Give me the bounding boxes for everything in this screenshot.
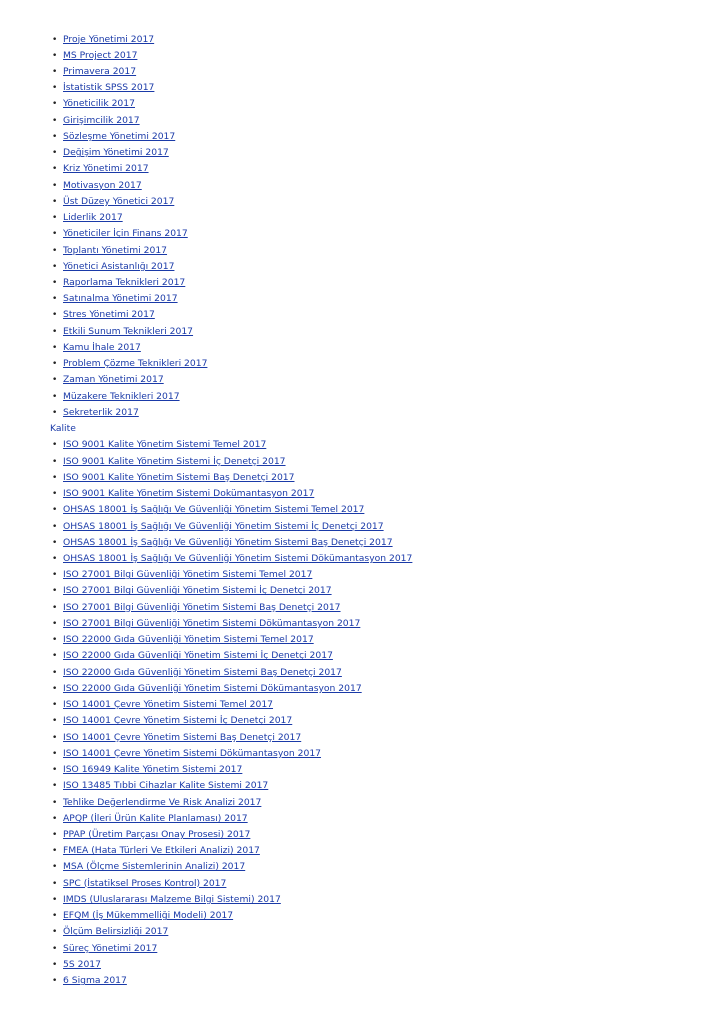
bullet-icon: • [52, 700, 58, 711]
bullet-icon: • [52, 375, 58, 386]
list-item [50, 32, 690, 48]
list-item [50, 519, 690, 535]
course-link[interactable]: Etkili Sunum Teknikleri 2017 [63, 325, 194, 337]
list-item [50, 405, 690, 421]
bullet-icon: • [52, 34, 58, 45]
course-link[interactable]: ISO 9001 Kalite Yönetim Sistemi Dokümantasyon 2017 [63, 488, 315, 500]
course-link[interactable]: İstatistik SPSS 2017 [63, 82, 155, 94]
list-item [50, 454, 690, 470]
course-link[interactable]: OHSAS 18001 İş Sağlığı Ve Güvenliği Yönetim Sistemi Dökümantasyon 2017 [63, 553, 413, 564]
list-item [50, 145, 690, 161]
course-link[interactable]: OHSAS 18001 İş Sağlığı Ve Güvenliği Yönetim Sistemi Temel 2017 [63, 504, 365, 516]
list-item [50, 259, 690, 275]
course-link[interactable]: ISO 9001 Kalite Yönetim Sistemi Temel 2017 [63, 439, 267, 451]
course-link[interactable]: Müzakere Teknikleri 2017 [63, 390, 180, 402]
list-item [50, 632, 690, 648]
course-link[interactable]: ISO 27001 Bilgi Güvenliği Yönetim Sistemi Dökümantasyon 2017 [63, 617, 361, 629]
course-link[interactable]: ISO 27001 Bilgi Güvenliği Yönetim Sistemi Temel 2017 [63, 569, 313, 581]
bullet-icon: • [52, 943, 58, 954]
course-link[interactable]: ISO 16949 Kalite Yönetim Sistemi 2017 [63, 764, 243, 776]
bullet-icon: • [52, 846, 58, 857]
list-item [50, 778, 690, 794]
list-item [50, 924, 690, 940]
bullet-icon: • [52, 180, 58, 191]
bullet-icon: • [52, 440, 58, 451]
course-link[interactable]: Raporlama Teknikleri 2017 [63, 277, 186, 289]
bullet-icon: • [52, 342, 58, 353]
list-item [50, 324, 690, 340]
bullet-icon: • [52, 164, 58, 175]
course-link[interactable]: ISO 14001 Çevre Yönetim Sistemi Dökümantasyon 2017 [63, 747, 322, 759]
course-link[interactable]: ISO 14001 Çevre Yönetim Sistemi Baş Denetçi 2017 [63, 731, 302, 743]
list-item [50, 502, 690, 518]
course-link[interactable]: ISO 22000 Gıda Güvenliği Yönetim Sistemi İç Denetçi 2017 [63, 650, 333, 662]
list-item [50, 275, 690, 291]
bullet-icon: • [52, 862, 58, 873]
list-item [50, 600, 690, 616]
course-link[interactable]: Süreç Yönetimi 2017 [63, 942, 158, 954]
course-link[interactable]: Toplantı Yönetimi 2017 [63, 244, 168, 256]
list-item [50, 194, 690, 210]
bullet-icon: • [52, 618, 58, 629]
bullet-icon: • [52, 878, 58, 889]
bullet-icon: • [52, 586, 58, 597]
list-item [50, 583, 690, 599]
course-link[interactable]: ISO 27001 Bilgi Güvenliği Yönetim Sistemi Baş Denetçi 2017 [63, 601, 341, 613]
list-item [50, 665, 690, 681]
bullet-icon: • [52, 781, 58, 792]
course-link[interactable]: ISO 27001 Bilgi Güvenliği Yönetim Sistemi İç Denetçi 2017 [63, 585, 332, 597]
list-item [50, 713, 690, 729]
course-link[interactable]: 6 Sigma 2017 [63, 975, 127, 987]
course-link[interactable]: IMDS (Uluslararası Malzeme Bilgi Sistemi) 2017 [63, 893, 281, 905]
list-item [50, 307, 690, 323]
list-item [50, 827, 690, 843]
list-item [50, 973, 690, 989]
course-link[interactable]: Üst Düzey Yönetici 2017 [63, 195, 175, 207]
course-link[interactable]: EFQM (İş Mükemmelliği Modeli) 2017 [63, 910, 234, 922]
bullet-icon: • [52, 261, 58, 272]
bullet-icon: • [52, 196, 58, 207]
list-item [50, 389, 690, 405]
course-link[interactable]: ISO 13485 Tıbbi Cihazlar Kalite Sistemi 2017 [63, 780, 269, 792]
bullet-icon: • [52, 359, 58, 370]
course-link[interactable]: Motivasyon 2017 [63, 179, 142, 191]
course-link[interactable]: ISO 22000 Gıda Güvenliği Yönetim Sistemi Dökümantasyon 2017 [63, 682, 362, 694]
bullet-icon: • [52, 407, 58, 418]
course-link[interactable]: Primavera 2017 [63, 65, 137, 77]
bullet-icon: • [52, 813, 58, 824]
course-link[interactable]: 5S 2017 [63, 958, 101, 970]
list-item [50, 551, 690, 567]
course-link[interactable]: ISO 14001 Çevre Yönetim Sistemi Temel 2017 [63, 699, 274, 711]
course-link[interactable]: Zaman Yönetimi 2017 [63, 374, 164, 386]
bullet-icon: • [52, 83, 58, 94]
list-item [50, 291, 690, 307]
course-link[interactable]: Kriz Yönetimi 2017 [63, 163, 149, 175]
list-item [50, 210, 690, 226]
bullet-icon: • [52, 489, 58, 500]
course-link[interactable]: Problem Çözme Teknikleri 2017 [63, 358, 208, 370]
course-link[interactable]: SPC (İstatiksel Proses Kontrol) 2017 [63, 877, 227, 889]
list-item [50, 762, 690, 778]
bullet-icon: • [52, 213, 58, 224]
course-link[interactable]: Ölçüm Belirsizliği 2017 [63, 926, 169, 938]
bullet-icon: • [52, 278, 58, 289]
list-item [50, 113, 690, 129]
course-link[interactable]: Girişimcilik 2017 [63, 114, 140, 126]
list-item [50, 648, 690, 664]
bullet-icon: • [52, 50, 58, 61]
course-link[interactable]: Değişim Yönetimi 2017 [63, 147, 169, 159]
bullet-icon: • [52, 911, 58, 922]
course-link[interactable]: MSA (Ölçme Sistemlerinin Analizi) 2017 [63, 861, 246, 873]
bullet-icon: • [52, 472, 58, 483]
course-link[interactable]: Tehlike Değerlendirme Ve Risk Analizi 2017 [63, 796, 262, 808]
bullet-icon: • [52, 537, 58, 548]
bullet-icon: • [52, 554, 58, 564]
list-item [50, 908, 690, 924]
course-link[interactable]: ISO 14001 Çevre Yönetim Sistemi İç Denetçi 2017 [63, 715, 293, 727]
bullet-icon: • [52, 667, 58, 678]
list-item [50, 730, 690, 746]
course-link[interactable]: Sözleşme Yönetimi 2017 [63, 130, 176, 142]
bullet-icon: • [52, 959, 58, 970]
list-item [50, 876, 690, 892]
course-link[interactable]: Kamu İhale 2017 [63, 341, 141, 353]
bullet-icon: • [52, 635, 58, 646]
course-link[interactable]: Sekreterlik 2017 [63, 406, 139, 418]
course-link[interactable]: Stres Yönetimi 2017 [63, 309, 155, 321]
bullet-icon: • [52, 829, 58, 840]
list-item [50, 681, 690, 697]
list-item [50, 243, 690, 259]
bullet-icon: • [52, 570, 58, 581]
bullet-icon: • [52, 683, 58, 694]
course-link[interactable]: ISO 22000 Gıda Güvenliği Yönetim Sistemi Baş Denetçi 2017 [63, 666, 342, 678]
list-item [50, 80, 690, 96]
course-link[interactable]: MS Project 2017 [63, 49, 138, 61]
course-link[interactable]: Satınalma Yönetimi 2017 [63, 293, 178, 305]
list-item [50, 178, 690, 194]
bullet-icon: • [52, 602, 58, 613]
bullet-icon: • [52, 976, 58, 987]
course-list-general [50, 32, 690, 422]
list-item [50, 616, 690, 632]
list-item [50, 746, 690, 762]
bullet-icon: • [52, 716, 58, 727]
course-link[interactable]: Liderlik 2017 [63, 212, 123, 224]
course-link[interactable]: ISO 22000 Gıda Güvenliği Yönetim Sistemi Temel 2017 [63, 634, 314, 646]
bullet-icon: • [52, 521, 58, 532]
course-link[interactable]: Yöneticiler İçin Finans 2017 [63, 228, 188, 240]
list-item [50, 470, 690, 486]
bullet-icon: • [52, 294, 58, 305]
bullet-icon: • [52, 456, 58, 467]
bullet-icon: • [52, 732, 58, 743]
section-title-kalite: Kalite [50, 423, 76, 435]
course-link[interactable]: Yöneticilik 2017 [63, 98, 135, 110]
list-item [50, 96, 690, 112]
course-link[interactable]: OHSAS 18001 İş Sağlığı Ve Güvenliği Yönetim Sistemi İç Denetçi 2017 [63, 520, 384, 532]
course-link[interactable]: PPAP (Üretim Parçası Onay Prosesi) 2017 [63, 828, 251, 840]
bullet-icon: • [52, 391, 58, 402]
list-item [50, 697, 690, 713]
course-link[interactable]: OHSAS 18001 İş Sağlığı Ve Güvenliği Yönetim Sistemi Baş Denetçi 2017 [63, 536, 393, 548]
bullet-icon: • [52, 115, 58, 126]
bullet-icon: • [52, 229, 58, 240]
list-item [50, 811, 690, 827]
list-item [50, 48, 690, 64]
list-item [50, 340, 690, 356]
bullet-icon: • [52, 66, 58, 77]
course-list-kalite [50, 437, 690, 989]
bullet-icon: • [52, 245, 58, 256]
list-item [50, 226, 690, 242]
bullet-icon: • [52, 99, 58, 110]
list-item [50, 892, 690, 908]
list-item [50, 129, 690, 145]
list-item [50, 795, 690, 811]
bullet-icon: • [52, 505, 58, 516]
bullet-icon: • [52, 131, 58, 142]
list-item [50, 535, 690, 551]
list-item [50, 372, 690, 388]
list-item [50, 859, 690, 875]
list-item [50, 64, 690, 80]
document-body [50, 32, 690, 990]
course-link[interactable]: FMEA (Hata Türleri Ve Etkileri Analizi) 2017 [63, 845, 260, 857]
list-item [50, 843, 690, 859]
course-link[interactable]: Yönetici Asistanlığı 2017 [63, 260, 175, 272]
list-item [50, 486, 690, 502]
bullet-icon: • [52, 894, 58, 905]
bullet-icon: • [52, 148, 58, 159]
list-item [50, 957, 690, 973]
course-link[interactable]: APQP (İleri Ürün Kalite Planlaması) 2017 [63, 812, 248, 824]
bullet-icon: • [52, 748, 58, 759]
list-item [50, 356, 690, 372]
list-item [50, 941, 690, 957]
bullet-icon: • [52, 326, 58, 337]
course-link[interactable]: ISO 9001 Kalite Yönetim Sistemi Baş Denetçi 2017 [63, 471, 295, 483]
bullet-icon: • [52, 927, 58, 938]
course-link[interactable]: ISO 9001 Kalite Yönetim Sistemi İç Denetçi 2017 [63, 455, 286, 467]
list-item [50, 437, 690, 453]
bullet-icon: • [52, 651, 58, 662]
bullet-icon: • [52, 797, 58, 808]
list-item [50, 161, 690, 177]
course-link[interactable]: Proje Yönetimi 2017 [63, 33, 155, 45]
bullet-icon: • [52, 765, 58, 776]
list-item [50, 567, 690, 583]
bullet-icon: • [52, 310, 58, 321]
